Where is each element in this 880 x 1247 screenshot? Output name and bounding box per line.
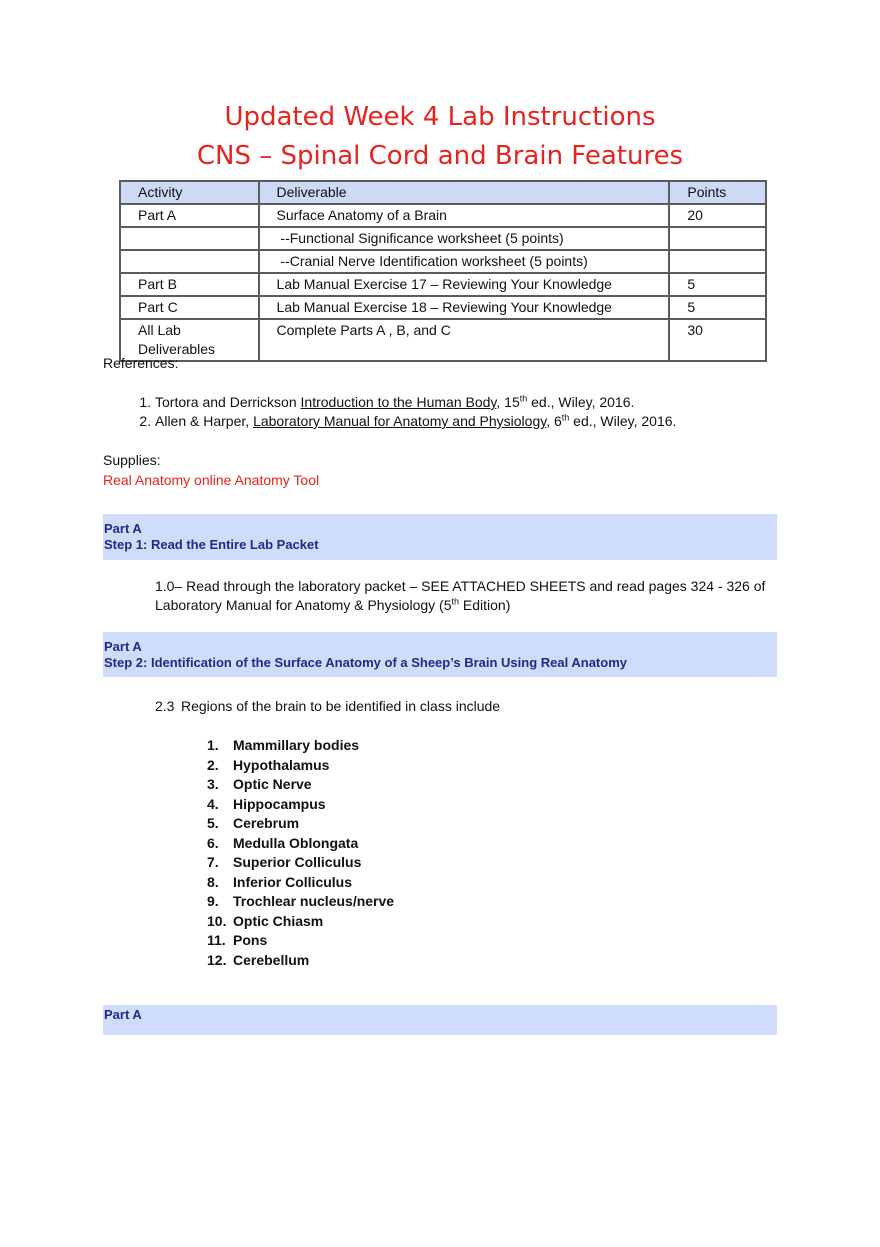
list-item (207, 931, 394, 951)
reference-publisher: ed., Wiley, 2016. (527, 394, 635, 410)
section-step2-header (103, 632, 777, 677)
section-step-title: Step 1: Read the Entire Lab Packet (104, 537, 319, 552)
item-label: Medulla Oblongata (233, 834, 359, 851)
item-label: Inferior Colliculus (233, 873, 353, 890)
header-deliverable: Deliverable (259, 181, 670, 204)
item-label: Optic Nerve (233, 776, 312, 792)
step2-intro (155, 697, 767, 716)
document-subtitle: CNS – Spinal Cord and Brain Features (196, 141, 684, 171)
item-label: Optic Chiasm (233, 912, 324, 929)
list-item (207, 853, 394, 873)
deliverables-table (119, 180, 767, 362)
list-item (207, 814, 394, 834)
section-part-label: Part A (104, 1007, 142, 1022)
reference-item (155, 393, 795, 412)
edition-suffix: th (451, 596, 460, 607)
item-number: 5. (207, 815, 219, 831)
cell-activity: All Lab Deliverables (120, 319, 259, 361)
list-item (207, 795, 394, 815)
reference-item (155, 412, 795, 431)
brain-regions-list (207, 736, 394, 970)
item-number: 7. (207, 854, 219, 870)
reference-edition: , 15 (496, 394, 520, 410)
step1-text: 1.0– Read through the laboratory packet – SEE ATTACHED SHEETS and read pages 324 - 326 of Laboratory Manual for Anatomy & Physiology (5 (155, 578, 766, 613)
section-step-title: Step 2: Identification of the Surface Anatomy of a Sheep’s Brain Using Real Anatomy (104, 655, 627, 670)
cell-deliverable: Surface Anatomy of a Brain (259, 204, 670, 227)
item-label: Pons (233, 932, 268, 948)
table-row (120, 250, 766, 273)
step1-instructions (155, 577, 767, 615)
cell-activity: Part C (120, 296, 259, 319)
item-number: 10. (207, 912, 227, 929)
cell-activity: Part B (120, 273, 259, 296)
list-item (207, 834, 394, 854)
header-points: Points (669, 181, 766, 204)
cell-points: 5 (669, 296, 766, 319)
reference-title: Laboratory Manual for Anatomy and Physiology (253, 413, 547, 429)
reference-authors: Allen & Harper, (155, 413, 254, 429)
section-part-label: Part A (104, 639, 142, 654)
table-row (120, 204, 766, 227)
cell-points: 20 (669, 204, 766, 227)
item-label: Hypothalamus (233, 756, 330, 773)
table-row (120, 227, 766, 250)
item-number: 8. (207, 873, 219, 890)
step2-text: Regions of the brain to be identified in class include (181, 698, 501, 714)
step1-text-end: Edition) (459, 597, 511, 613)
item-number: 2. (207, 756, 219, 773)
table-header-row (120, 181, 766, 204)
cell-deliverable: --Functional Significance worksheet (5 points) (259, 227, 670, 250)
cell-activity: Part A (120, 204, 259, 227)
item-number: 12. (207, 951, 227, 968)
item-label: Cerebellum (233, 951, 310, 968)
list-item (207, 736, 394, 756)
section-part-label: Part A (104, 521, 142, 536)
list-item (207, 951, 394, 971)
header-activity: Activity (120, 181, 259, 204)
cell-deliverable: --Cranial Nerve Identification worksheet (5 points) (259, 250, 670, 273)
real-anatomy-link[interactable]: Real Anatomy online Anatomy Tool (103, 472, 320, 488)
reference-title: Introduction to the Human Body (300, 394, 497, 410)
cell-activity (120, 227, 259, 250)
reference-publisher: ed., Wiley, 2016. (569, 413, 677, 429)
item-label: Cerebrum (233, 815, 300, 831)
item-label: Mammillary bodies (233, 737, 360, 753)
item-number: 4. (207, 795, 219, 812)
cell-points: 5 (669, 273, 766, 296)
cell-points: 30 (669, 319, 766, 361)
references-heading: References: (103, 355, 179, 371)
item-number: 1. (207, 737, 219, 753)
item-number: 9. (207, 893, 219, 909)
item-number: 6. (207, 834, 219, 851)
cell-activity (120, 250, 259, 273)
supplies-heading: Supplies: (103, 452, 161, 468)
item-number: 3. (207, 776, 219, 792)
table-row (120, 273, 766, 296)
step2-number: 2.3 (155, 698, 175, 714)
section-step1-header (103, 514, 777, 560)
cell-deliverable: Complete Parts A , B, and C (259, 319, 670, 361)
reference-edition-suffix: th (519, 393, 528, 404)
list-item (207, 756, 394, 776)
list-item (207, 873, 394, 893)
list-item (207, 775, 394, 795)
table-row (120, 296, 766, 319)
cell-points (669, 227, 766, 250)
reference-authors: Tortora and Derrickson (155, 394, 301, 410)
item-label: Trochlear nucleus/nerve (233, 893, 395, 909)
table-row (120, 319, 766, 361)
item-number: 11. (207, 932, 226, 948)
references-list (129, 393, 795, 431)
document-title: Updated Week 4 Lab Instructions (224, 102, 656, 132)
cell-deliverable: Lab Manual Exercise 17 – Reviewing Your Knowledge (259, 273, 670, 296)
cell-deliverable: Lab Manual Exercise 18 – Reviewing Your Knowledge (259, 296, 670, 319)
item-label: Hippocampus (233, 795, 326, 812)
cell-points (669, 250, 766, 273)
section-step3-header (103, 1005, 777, 1035)
item-label: Superior Colliculus (233, 854, 362, 870)
reference-edition-suffix: th (561, 412, 570, 423)
reference-edition: , 6 (546, 413, 562, 429)
list-item (207, 912, 394, 932)
list-item (207, 892, 394, 912)
